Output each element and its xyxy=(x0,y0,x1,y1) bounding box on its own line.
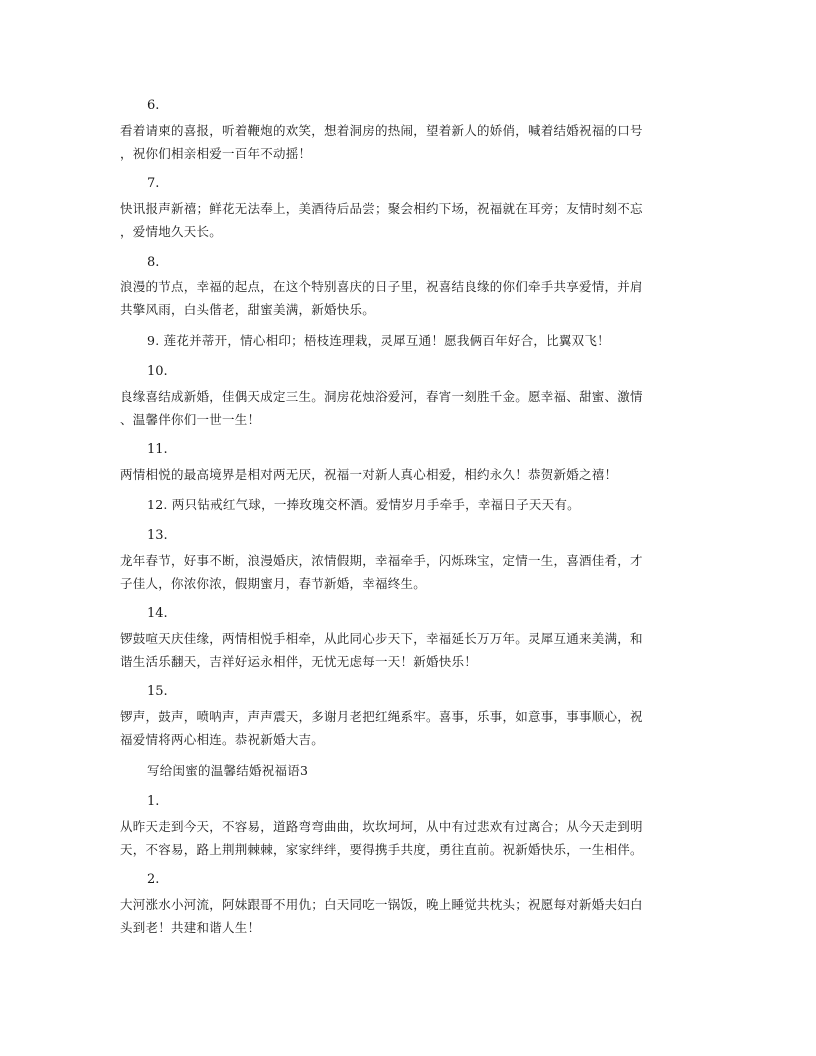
paragraph-line: 头到老！共建和谐人生！ xyxy=(120,920,261,935)
paragraph-line: 从昨天走到今天，不容易，道路弯弯曲曲，坎坎坷坷，从中有过悲欢有过离合；从今天走到明 xyxy=(120,819,643,834)
paragraph-line: ，祝你们相亲相爱一百年不动摇！ xyxy=(120,146,312,161)
item-number: 6. xyxy=(147,98,160,113)
paragraph-line: 、温馨伴你们一世一生！ xyxy=(120,412,261,427)
paragraph-line: ，爱情地久天长。 xyxy=(120,224,223,239)
paragraph-line: 大河涨水小河流，阿妹跟哥不用仇；白天同吃一锅饭，晚上睡觉共枕头；祝愿每对新婚夫妇白 xyxy=(120,897,643,912)
item-number: 2. xyxy=(147,872,160,887)
item-number: 7. xyxy=(147,176,160,191)
paragraph-line: 两情相悦的最高境界是相对两无厌，祝福一对新人真心相爱，相约永久！恭贺新婚之禧！ xyxy=(120,467,618,482)
paragraph-line: 快讯报声新禧；鲜花无法奉上，美酒待后品尝；聚会相约下场，祝福就在耳旁；友情时刻不忘 xyxy=(120,201,643,216)
item-number: 1. xyxy=(147,794,160,809)
paragraph-line: 天，不容易，路上荆荆棘棘，家家绊绊，要得携手共度，勇往直前。祝新婚快乐，一生相伴。 xyxy=(120,842,643,857)
section-heading: 写给闺蜜的温馨结婚祝福语3 xyxy=(147,763,309,778)
paragraph-line: 子佳人，你浓你浓，假期蜜月，春节新婚，幸福终生。 xyxy=(120,576,427,591)
paragraph-line: 共擎风雨，白头偕老，甜蜜美满，新婚快乐。 xyxy=(120,302,376,317)
paragraph-line: 锣声，鼓声，喷呐声，声声震天，多谢月老把红绳系牢。喜事，乐事，如意事，事事顺心，祝 xyxy=(120,709,643,724)
item-number: 15. xyxy=(147,684,168,699)
item-number: 13. xyxy=(147,528,168,543)
item-number: 11. xyxy=(147,442,168,457)
paragraph-line: 龙年春节，好事不断，浪漫婚庆，浓情假期，幸福牵手，闪烁珠宝，定情一生，喜酒佳肴，才 xyxy=(120,553,643,568)
paragraph-line: 浪漫的节点，幸福的起点，在这个特别喜庆的日子里，祝喜结良缘的你们牵手共享爱情，并肩 xyxy=(120,279,643,294)
paragraph-line: 谐生活乐翻天，吉祥好运永相伴，无忧无虑每一天！新婚快乐！ xyxy=(120,654,478,669)
item-number: 10. xyxy=(147,364,168,379)
inline-paragraph: 9. 莲花并蒂开，情心相印；梧枝连理栽，灵犀互通！愿我俩百年好合，比翼双飞！ xyxy=(147,333,610,348)
paragraph-line: 看着请柬的喜报，听着鞭炮的欢笑，想着洞房的热闹，望着新人的娇俏，喊着结婚祝福的口号 xyxy=(120,123,643,138)
paragraph-line: 良缘喜结成新婚，佳偶天成定三生。洞房花烛浴爱河，春宵一刻胜千金。愿幸福、甜蜜、激情 xyxy=(120,389,643,404)
item-number: 8. xyxy=(147,255,160,270)
item-number: 14. xyxy=(147,606,168,621)
paragraph-line: 福爱情将两心相连。恭祝新婚大吉。 xyxy=(120,732,325,747)
paragraph-line: 锣鼓喧天庆佳缘，两情相悦手相牵，从此同心步天下，幸福延长万万年。灵犀互通来美满，和 xyxy=(120,631,643,646)
inline-paragraph: 12. 两只钻戒红气球，一捧玫瑰交杯酒。爱情岁月手牵手，幸福日子天天有。 xyxy=(147,497,580,512)
